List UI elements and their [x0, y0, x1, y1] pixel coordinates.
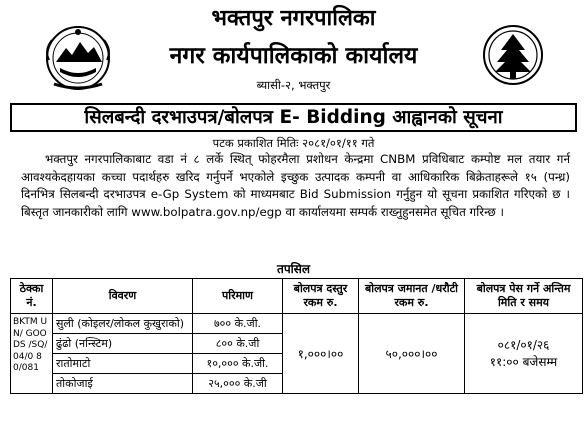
- municipality-name: भक्तपुर नगरपालिका: [211, 6, 376, 31]
- schedule-heading: तपसिल: [276, 262, 310, 276]
- office-name: नगर कार्यपालिकाको कार्यालय: [169, 43, 418, 69]
- item-name: रातोमाटो: [53, 354, 193, 374]
- header-bid-security: बोलपत्र जमानत /धरौटी रकम रु.: [359, 279, 465, 314]
- bid-schedule-table: [10, 278, 583, 394]
- bid-fee-amount: १,०००।००: [283, 314, 359, 394]
- item-quantity: ७०० के.जी.: [193, 314, 283, 334]
- bid-security-amount: ५०,०००।००: [359, 314, 465, 394]
- notice-body: भक्तपुर नगरपालिकाबाट वडा नं ८ लर्के स्थित् फोहरमैला प्रशोधन केन्द्रमा CNBM प्रविधिबाट कम्पोष्ट मल तयार गर्न आवश्यकेदहायका कच्चा पदार्थहरु खरिद गर्नुपर्ने भएकोले इच्छुक उत्पादक कम्पनी वा आधिकारिक बिक्रेताहरूले १५ (पन्ध्र) दिनभित्र सिलबन्दी दरभाउपत्र e-Gp System को माध्यमबाट Bid Submission गर्नुहुन यो सूचना प्रकाशित गरिएको छ । बिस्तृत जानकारीको लागि www.bolpatra.gov.np/egp वा कार्यालयमा सम्पर्क राख्नुहुनसमेत सूचित गरिन्छ ।: [21, 152, 570, 219]
- table-row: [11, 314, 583, 334]
- submission-deadline: [465, 314, 583, 394]
- header-bid-fee: बोलपत्र दस्तुर रकम रु.: [283, 279, 359, 314]
- table-header-row: [11, 279, 583, 314]
- header-deadline: बोलपत्र पेस गर्ने अन्तिम मिति र समय: [465, 279, 583, 314]
- header-contract-no: ठेक्का नं.: [11, 279, 53, 314]
- office-address: ब्यासी-२, भक्तपुर: [256, 78, 331, 92]
- header-description: विवरण: [53, 279, 193, 314]
- deadline-time: ११:०० बजेसम्म: [489, 354, 558, 369]
- header-quantity: परिमाण: [193, 279, 283, 314]
- publication-date: पटक प्रकाशित मितिः २०८१/०१/११ गते: [212, 136, 375, 150]
- item-name: ढुंढो (नन्स्टिम): [53, 334, 193, 354]
- deadline-date: ०८१/०१/२६: [497, 337, 550, 352]
- notice-title-banner: सिलबन्दी दरभाउपत्र/बोलपत्र E- Bidding आह्वानको सूचना: [10, 103, 577, 132]
- contract-number: BKTM UN/ GOODS /SQ/04/0 80/081: [11, 314, 53, 394]
- item-quantity: ८०० के.जी: [193, 334, 283, 354]
- item-name: सुली (कोइलर/लोकल कुखुराको): [53, 314, 193, 334]
- item-quantity: १०,००० के.जी.: [193, 354, 283, 374]
- item-name: तोकोजाई: [53, 374, 193, 394]
- item-quantity: २५,००० के.जी: [193, 374, 283, 394]
